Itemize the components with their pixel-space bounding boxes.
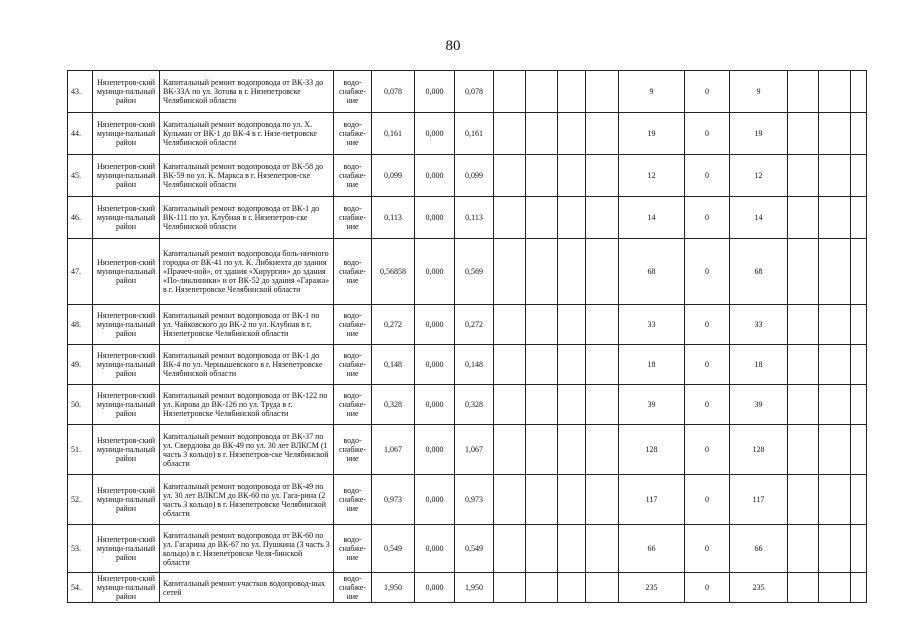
municipality-cell: Нязепетров-ский муници-пальный район <box>93 305 160 345</box>
count-total-cell: 66 <box>619 525 685 573</box>
municipality-cell: Нязепетров-ский муници-пальный район <box>93 239 160 305</box>
empty-cell <box>788 197 819 239</box>
value-zero-cell: 0,000 <box>415 475 455 525</box>
value-rounded-cell: 0,148 <box>455 345 494 385</box>
empty-cell <box>819 239 851 305</box>
value-zero-cell: 0,000 <box>415 197 455 239</box>
empty-cell <box>526 525 558 573</box>
empty-cell <box>819 197 851 239</box>
count-total-cell: 9 <box>619 71 685 113</box>
value-total-cell: 0,973 <box>372 475 415 525</box>
count-total-cell: 117 <box>619 475 685 525</box>
empty-cell <box>494 573 526 603</box>
value-rounded-cell: 0,078 <box>455 71 494 113</box>
value-zero-cell: 0,000 <box>415 305 455 345</box>
empty-cell <box>558 345 586 385</box>
work-type-cell: водо-снабже-ние <box>334 345 372 385</box>
empty-cell <box>586 525 619 573</box>
value-total-cell: 0,549 <box>372 525 415 573</box>
work-title-cell: Капитальный ремонт водопровода от ВК-1 до ВК-111 по ул. Клубная в г. Нязепетров-ске Челябинской области <box>160 197 334 239</box>
value-total-cell: 0,078 <box>372 71 415 113</box>
row-number: 50. <box>68 385 93 425</box>
empty-cell <box>819 155 851 197</box>
row-number: 53. <box>68 525 93 573</box>
work-title-cell: Капитальный ремонт водопровода от ВК-1 по ул. Чайковского до ВК-2 по ул. Клубная в г. Нязепетровске Челябинской области <box>160 305 334 345</box>
empty-cell <box>526 197 558 239</box>
empty-cell <box>851 425 867 475</box>
empty-cell <box>586 113 619 155</box>
empty-cell <box>788 385 819 425</box>
empty-cell <box>586 305 619 345</box>
count-rounded-cell: 14 <box>730 197 788 239</box>
work-type-cell: водо-снабже-ние <box>334 113 372 155</box>
empty-cell <box>851 155 867 197</box>
empty-cell <box>586 425 619 475</box>
value-rounded-cell: 0,973 <box>455 475 494 525</box>
count-zero-cell: 0 <box>685 239 730 305</box>
empty-cell <box>494 239 526 305</box>
count-rounded-cell: 235 <box>730 573 788 603</box>
count-zero-cell: 0 <box>685 425 730 475</box>
work-title-cell: Капитальный ремонт водопровода от ВК-58 до ВК-59 по ул. К. Маркса в г. Нязепетров-ске Челябинской области <box>160 155 334 197</box>
work-title-cell: Капитальный ремонт водопровода от ВК-37 по ул. Свердлова до ВК-49 по ул. 30 лет ВЛКСМ (1 часть 3 кольцо) в г. Нязепетров-ске Челябинской области <box>160 425 334 475</box>
count-zero-cell: 0 <box>685 197 730 239</box>
work-type-cell: водо-снабже-ние <box>334 155 372 197</box>
empty-cell <box>526 475 558 525</box>
value-total-cell: 0,113 <box>372 197 415 239</box>
count-total-cell: 128 <box>619 425 685 475</box>
empty-cell <box>558 305 586 345</box>
count-total-cell: 18 <box>619 345 685 385</box>
empty-cell <box>851 113 867 155</box>
row-number: 46. <box>68 197 93 239</box>
empty-cell <box>586 573 619 603</box>
municipality-cell: Нязепетров-ский муници-пальный район <box>93 573 160 603</box>
value-rounded-cell: 1,067 <box>455 425 494 475</box>
count-rounded-cell: 68 <box>730 239 788 305</box>
municipality-cell: Нязепетров-ский муници-пальный район <box>93 525 160 573</box>
count-total-cell: 12 <box>619 155 685 197</box>
empty-cell <box>494 113 526 155</box>
empty-cell <box>851 71 867 113</box>
empty-cell <box>494 385 526 425</box>
municipality-cell: Нязепетров-ский муници-пальный район <box>93 197 160 239</box>
empty-cell <box>558 425 586 475</box>
empty-cell <box>558 71 586 113</box>
row-number: 45. <box>68 155 93 197</box>
empty-cell <box>526 425 558 475</box>
count-zero-cell: 0 <box>685 113 730 155</box>
count-zero-cell: 0 <box>685 345 730 385</box>
empty-cell <box>788 305 819 345</box>
value-zero-cell: 0,000 <box>415 525 455 573</box>
municipality-cell: Нязепетров-ский муници-пальный район <box>93 425 160 475</box>
count-zero-cell: 0 <box>685 525 730 573</box>
table-row <box>68 155 867 197</box>
empty-cell <box>558 475 586 525</box>
count-rounded-cell: 9 <box>730 71 788 113</box>
empty-cell <box>494 345 526 385</box>
empty-cell <box>819 525 851 573</box>
count-total-cell: 39 <box>619 385 685 425</box>
empty-cell <box>851 475 867 525</box>
value-total-cell: 0,328 <box>372 385 415 425</box>
empty-cell <box>526 71 558 113</box>
count-zero-cell: 0 <box>685 71 730 113</box>
empty-cell <box>526 573 558 603</box>
value-zero-cell: 0,000 <box>415 345 455 385</box>
table-row <box>68 197 867 239</box>
empty-cell <box>819 305 851 345</box>
empty-cell <box>819 113 851 155</box>
empty-cell <box>526 345 558 385</box>
work-type-cell: водо-снабже-ние <box>334 239 372 305</box>
work-title-cell: Капитальный ремонт водопровода от ВК-122 по ул. Кирова до ВК-126 по ул. Труда в г. Нязепетровске Челябинской области <box>160 385 334 425</box>
empty-cell <box>851 197 867 239</box>
value-zero-cell: 0,000 <box>415 113 455 155</box>
table-row <box>68 239 867 305</box>
value-total-cell: 0,56858 <box>372 239 415 305</box>
value-rounded-cell: 0,549 <box>455 525 494 573</box>
row-number: 47. <box>68 239 93 305</box>
empty-cell <box>788 71 819 113</box>
value-zero-cell: 0,000 <box>415 71 455 113</box>
empty-cell <box>526 239 558 305</box>
value-total-cell: 1,950 <box>372 573 415 603</box>
empty-cell <box>586 385 619 425</box>
value-rounded-cell: 0,113 <box>455 197 494 239</box>
empty-cell <box>586 345 619 385</box>
municipality-cell: Нязепетров-ский муници-пальный район <box>93 155 160 197</box>
empty-cell <box>526 385 558 425</box>
empty-cell <box>586 239 619 305</box>
empty-cell <box>526 305 558 345</box>
empty-cell <box>788 155 819 197</box>
value-total-cell: 0,272 <box>372 305 415 345</box>
work-type-cell: водо-снабже-ние <box>334 71 372 113</box>
empty-cell <box>586 197 619 239</box>
value-rounded-cell: 0,272 <box>455 305 494 345</box>
value-rounded-cell: 0,099 <box>455 155 494 197</box>
empty-cell <box>558 113 586 155</box>
count-zero-cell: 0 <box>685 155 730 197</box>
count-rounded-cell: 12 <box>730 155 788 197</box>
empty-cell <box>586 71 619 113</box>
municipality-cell: Нязепетров-ский муници-пальный район <box>93 385 160 425</box>
empty-cell <box>819 425 851 475</box>
empty-cell <box>494 197 526 239</box>
empty-cell <box>494 475 526 525</box>
empty-cell <box>788 525 819 573</box>
empty-cell <box>558 155 586 197</box>
count-total-cell: 19 <box>619 113 685 155</box>
empty-cell <box>558 525 586 573</box>
empty-cell <box>788 475 819 525</box>
table-row <box>68 425 867 475</box>
municipality-cell: Нязепетров-ский муници-пальный район <box>93 475 160 525</box>
work-type-cell: водо-снабже-ние <box>334 525 372 573</box>
count-zero-cell: 0 <box>685 573 730 603</box>
empty-cell <box>788 425 819 475</box>
work-title-cell: Капитальный ремонт водопровода боль-ничного городка от ВК-41 по ул. К. Либкнехта до здания «Прачеч-ной», от здания «Хирургии» до здания «По-ликлиники» и от ВК-52 до здания «Гаража» в г. Нязепетровске Челябинской области <box>160 239 334 305</box>
municipality-cell: Нязепетров-ский муници-пальный район <box>93 113 160 155</box>
count-total-cell: 33 <box>619 305 685 345</box>
value-rounded-cell: 0,328 <box>455 385 494 425</box>
empty-cell <box>526 155 558 197</box>
row-number: 54. <box>68 573 93 603</box>
value-zero-cell: 0,000 <box>415 239 455 305</box>
row-number: 48. <box>68 305 93 345</box>
value-zero-cell: 0,000 <box>415 385 455 425</box>
table-row <box>68 525 867 573</box>
table-row <box>68 305 867 345</box>
works-table <box>67 70 867 603</box>
empty-cell <box>494 155 526 197</box>
row-number: 52. <box>68 475 93 525</box>
empty-cell <box>494 425 526 475</box>
table-row <box>68 385 867 425</box>
work-title-cell: Капитальный ремонт участков водопровод-ных сетей <box>160 573 334 603</box>
empty-cell <box>558 239 586 305</box>
empty-cell <box>819 71 851 113</box>
empty-cell <box>788 573 819 603</box>
row-number: 43. <box>68 71 93 113</box>
value-zero-cell: 0,000 <box>415 425 455 475</box>
count-zero-cell: 0 <box>685 305 730 345</box>
value-rounded-cell: 0,161 <box>455 113 494 155</box>
value-rounded-cell: 1,950 <box>455 573 494 603</box>
work-type-cell: водо-снабже-ние <box>334 385 372 425</box>
value-rounded-cell: 0,569 <box>455 239 494 305</box>
count-rounded-cell: 33 <box>730 305 788 345</box>
count-zero-cell: 0 <box>685 475 730 525</box>
empty-cell <box>819 385 851 425</box>
work-title-cell: Капитальный ремонт водопровода от ВК-49 по ул. 30 лет ВЛКСМ до ВК-60 по ул. Гага-рина (2 часть 3 кольцо) в г. Нязепетровске Челябинской области <box>160 475 334 525</box>
count-rounded-cell: 66 <box>730 525 788 573</box>
work-type-cell: водо-снабже-ние <box>334 197 372 239</box>
empty-cell <box>526 113 558 155</box>
empty-cell <box>819 475 851 525</box>
count-rounded-cell: 18 <box>730 345 788 385</box>
work-title-cell: Капитальный ремонт водопровода по ул. Х. Кульман от ВК-1 до ВК-4 в г. Нязе-петровске Челябинской области <box>160 113 334 155</box>
empty-cell <box>788 113 819 155</box>
empty-cell <box>494 305 526 345</box>
count-rounded-cell: 39 <box>730 385 788 425</box>
count-rounded-cell: 128 <box>730 425 788 475</box>
empty-cell <box>788 345 819 385</box>
row-number: 51. <box>68 425 93 475</box>
count-zero-cell: 0 <box>685 385 730 425</box>
table-row <box>68 573 867 603</box>
empty-cell <box>851 385 867 425</box>
work-type-cell: водо-снабже-ние <box>334 573 372 603</box>
count-total-cell: 14 <box>619 197 685 239</box>
value-total-cell: 0,099 <box>372 155 415 197</box>
empty-cell <box>851 573 867 603</box>
count-total-cell: 235 <box>619 573 685 603</box>
empty-cell <box>851 525 867 573</box>
work-type-cell: водо-снабже-ние <box>334 425 372 475</box>
empty-cell <box>494 71 526 113</box>
empty-cell <box>494 525 526 573</box>
count-total-cell: 68 <box>619 239 685 305</box>
table-row <box>68 345 867 385</box>
empty-cell <box>586 475 619 525</box>
empty-cell <box>851 305 867 345</box>
count-rounded-cell: 19 <box>730 113 788 155</box>
value-total-cell: 0,161 <box>372 113 415 155</box>
municipality-cell: Нязепетров-ский муници-пальный район <box>93 345 160 385</box>
table-row <box>68 71 867 113</box>
table-row <box>68 475 867 525</box>
row-number: 44. <box>68 113 93 155</box>
empty-cell <box>586 155 619 197</box>
value-zero-cell: 0,000 <box>415 573 455 603</box>
page-number: 80 <box>445 38 461 54</box>
row-number: 49. <box>68 345 93 385</box>
table-row <box>68 113 867 155</box>
empty-cell <box>558 385 586 425</box>
municipality-cell: Нязепетров-ский муници-пальный район <box>93 71 160 113</box>
work-title-cell: Капитальный ремонт водопровода от ВК-60 по ул. Гагарина до ВК-67 по ул. Пушкина (3 часть 3 кольцо) в г. Нязепетровске Челя-бинской области <box>160 525 334 573</box>
value-total-cell: 1,067 <box>372 425 415 475</box>
work-title-cell: Капитальный ремонт водопровода от ВК-33 до ВК-33А по ул. Зотова в г. Нязепетровске Челябинской области <box>160 71 334 113</box>
work-type-cell: водо-снабже-ние <box>334 475 372 525</box>
empty-cell <box>851 239 867 305</box>
work-title-cell: Капитальный ремонт водопровода от ВК-1 до ВК-4 по ул. Чернышевского в г. Нязепетровске Челябинской области <box>160 345 334 385</box>
work-type-cell: водо-снабже-ние <box>334 305 372 345</box>
value-zero-cell: 0,000 <box>415 155 455 197</box>
empty-cell <box>851 345 867 385</box>
empty-cell <box>558 573 586 603</box>
empty-cell <box>558 197 586 239</box>
empty-cell <box>819 573 851 603</box>
count-rounded-cell: 117 <box>730 475 788 525</box>
value-total-cell: 0,148 <box>372 345 415 385</box>
empty-cell <box>788 239 819 305</box>
empty-cell <box>819 345 851 385</box>
